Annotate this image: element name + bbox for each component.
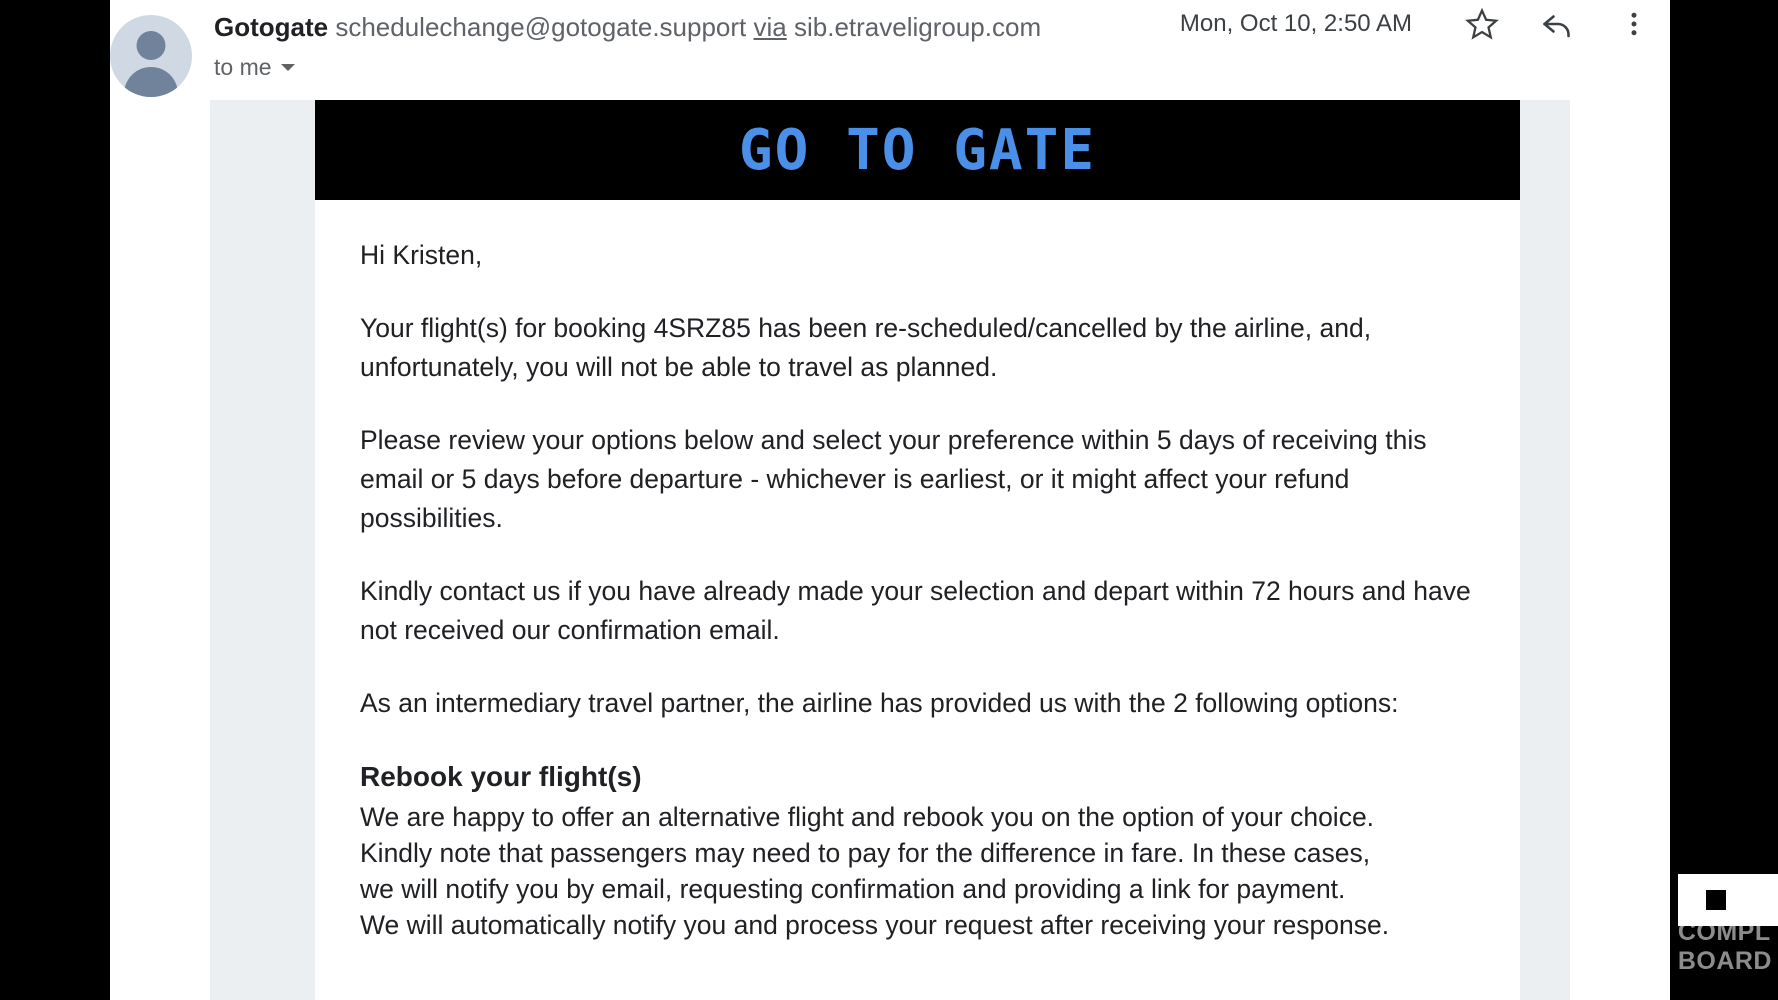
section-line-2: Kindly note that passengers may need to pay for the difference in fare. In these cases, bbox=[360, 838, 1371, 868]
avatar-body-icon bbox=[124, 67, 178, 97]
more-options-icon[interactable] bbox=[1616, 6, 1652, 42]
email-window bbox=[110, 0, 1670, 1000]
email-date: Mon, Oct 10, 2:50 AM bbox=[1179, 10, 1412, 37]
paragraph-2: Please review your options below and select your preference within 5 days of receiving this email or 5 days before departure - whichever is earliest, or it might affect your refund possibilities. bbox=[360, 425, 1427, 533]
watermark bbox=[1678, 918, 1772, 976]
sender-email: schedulechange@gotogate.support bbox=[335, 12, 747, 42]
recipient-label: to me bbox=[214, 54, 272, 80]
watermark-line-2: BOARD bbox=[1677, 947, 1772, 975]
chevron-down-icon[interactable] bbox=[281, 64, 295, 71]
email-body bbox=[110, 100, 1670, 1000]
section-body-rebook bbox=[360, 799, 1475, 943]
header-actions bbox=[1180, 6, 1652, 42]
sender-block bbox=[214, 10, 1174, 81]
email-message-card bbox=[315, 100, 1520, 1000]
email-header bbox=[110, 0, 1670, 100]
sender-line bbox=[214, 10, 1174, 44]
avatar bbox=[110, 15, 192, 97]
recipient-row[interactable] bbox=[214, 54, 1174, 81]
email-text-content bbox=[315, 200, 1520, 943]
via-label: via bbox=[753, 12, 787, 42]
cursor-dot-icon bbox=[1706, 890, 1726, 910]
section-line-3: we will notify you by email, requesting confirmation and providing a link for payment. bbox=[360, 874, 1346, 904]
gotogate-logo: GO TO GATE bbox=[738, 117, 1097, 183]
paragraph-3: Kindly contact us if you have already made your selection and depart within 72 hours and have not received our confirmation email. bbox=[360, 576, 1471, 645]
paragraph-4: As an intermediary travel partner, the airline has provided us with the 2 following options: bbox=[360, 688, 1399, 718]
paragraph-1: Your flight(s) for booking 4SRZ85 has been re-scheduled/cancelled by the airline, and, unfortunately, you will not be able to travel as planned. bbox=[360, 313, 1372, 382]
avatar-head-icon bbox=[137, 31, 166, 60]
greeting: Hi Kristen, bbox=[360, 240, 483, 270]
brand-banner bbox=[315, 100, 1520, 200]
cursor-marker bbox=[1678, 874, 1778, 926]
sender-name: Gotogate bbox=[214, 12, 329, 42]
star-icon[interactable] bbox=[1464, 6, 1500, 42]
section-heading-rebook: Rebook your flight(s) bbox=[360, 761, 642, 792]
watermark-line-1: COMPL bbox=[1677, 918, 1771, 946]
section-line-1: We are happy to offer an alternative flight and rebook you on the option of your choice. bbox=[360, 802, 1375, 832]
reply-icon[interactable] bbox=[1540, 6, 1576, 42]
via-domain: sib.etraveligroup.com bbox=[793, 12, 1042, 42]
section-line-4: We will automatically notify you and process your request after receiving your response. bbox=[360, 910, 1390, 940]
